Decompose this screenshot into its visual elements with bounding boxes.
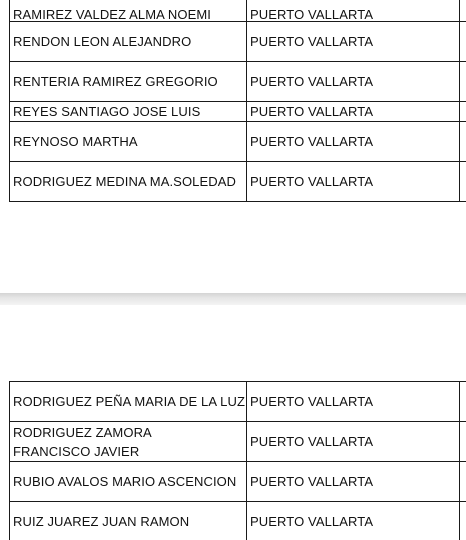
name-cell: RENDON LEON ALEJANDRO (10, 22, 247, 62)
extra-cell (460, 102, 466, 122)
table-row (10, 502, 466, 540)
city-cell: PUERTO VALLARTA (247, 0, 460, 22)
name-cell: RUIZ JUAREZ JUAN RAMON (10, 502, 247, 540)
table-row (10, 162, 466, 202)
table-row (10, 122, 466, 162)
table-row (10, 62, 466, 102)
city-cell: PUERTO VALLARTA (247, 122, 460, 162)
page-separator (0, 293, 466, 305)
name-cell: REYES SANTIAGO JOSE LUIS (10, 102, 247, 122)
city-cell: PUERTO VALLARTA (247, 162, 460, 202)
city-cell: PUERTO VALLARTA (247, 502, 460, 540)
city-cell: PUERTO VALLARTA (247, 62, 460, 102)
extra-cell (460, 0, 466, 22)
table-row (10, 102, 466, 122)
city-cell: PUERTO VALLARTA (247, 422, 460, 462)
table-row (10, 382, 466, 422)
extra-cell (460, 382, 466, 422)
city-cell: PUERTO VALLARTA (247, 382, 460, 422)
name-cell: RODRIGUEZ ZAMORA FRANCISCO JAVIER (10, 422, 247, 462)
name-cell: REYNOSO MARTHA (10, 122, 247, 162)
city-cell: PUERTO VALLARTA (247, 462, 460, 502)
table-row (10, 22, 466, 62)
name-cell: RUBIO AVALOS MARIO ASCENCION (10, 462, 247, 502)
extra-cell (460, 62, 466, 102)
extra-cell (460, 122, 466, 162)
name-cell: RODRIGUEZ MEDINA MA.SOLEDAD (10, 162, 247, 202)
table-row (10, 462, 466, 502)
extra-cell (460, 162, 466, 202)
name-cell: RAMIREZ VALDEZ ALMA NOEMI (10, 0, 247, 22)
table-row (10, 0, 466, 22)
name-cell: RODRIGUEZ PEÑA MARIA DE LA LUZ (10, 382, 247, 422)
extra-cell (460, 22, 466, 62)
city-cell: PUERTO VALLARTA (247, 22, 460, 62)
roster-table-bottom (9, 381, 466, 540)
extra-cell (460, 462, 466, 502)
table-row (10, 422, 466, 462)
extra-cell (460, 502, 466, 540)
extra-cell (460, 422, 466, 462)
city-cell: PUERTO VALLARTA (247, 102, 460, 122)
name-cell: RENTERIA RAMIREZ GREGORIO (10, 62, 247, 102)
roster-table-top (9, 0, 466, 202)
